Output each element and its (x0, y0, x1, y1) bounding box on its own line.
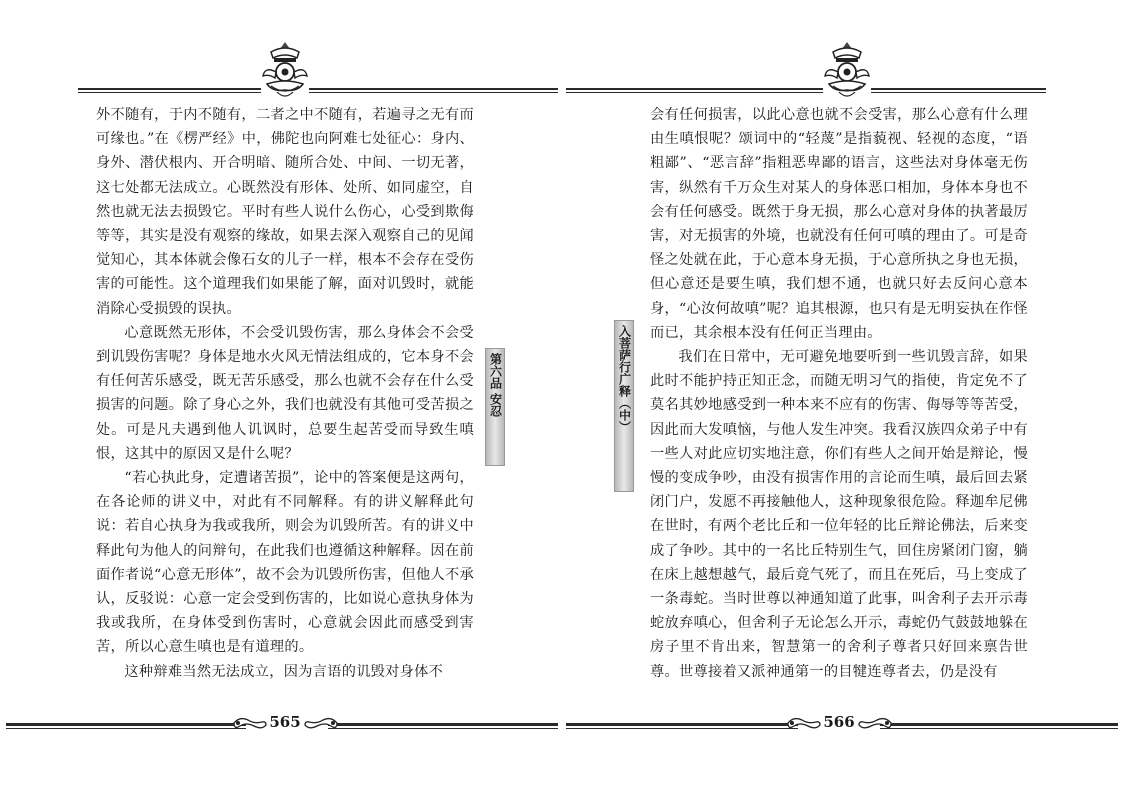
scroll-ornament-icon (232, 714, 268, 732)
left-page (0, 0, 561, 794)
chapter-side-tab-label: 第六品 安忍 (488, 353, 503, 418)
header-rule (78, 88, 558, 95)
page-number: 565 (269, 713, 301, 731)
header-rule (566, 88, 1046, 95)
chapter-side-tab (485, 348, 505, 466)
lotus-ornament-icon (257, 40, 313, 102)
page-number: 566 (823, 713, 855, 731)
book-title-side-tab-label: 入菩萨行广释（中） (617, 325, 632, 433)
scroll-ornament-icon (786, 714, 822, 732)
scroll-ornament-icon (303, 714, 339, 732)
lotus-ornament-icon (819, 40, 875, 102)
right-page-body (650, 103, 1028, 684)
left-page-body (96, 103, 474, 684)
right-page (562, 0, 1123, 794)
paragraph: 这种辩难当然无法成立，因为言语的讥毁对身体不 (124, 663, 444, 680)
book-title-side-tab (614, 320, 634, 492)
paragraph: “若心执此身，定遭诸苦损”，论中的答案便是这两句，在各论师的讲义中，对此有不同解释。有的讲义解释此句说：若自心执身为我或我所，则会为讥毁所苦。有的讲义中释此句为他人的问辩句，在此我们也遵循这种解释。因在前面作者说“心意无形体”，故不会为讥毁所伤害，但他人不承认，反驳说：心意一定会受到伤害的，比如说心意执身体为我或我所，在身体受到伤害时，心意就会因此而感受到害苦，所以心意生嗔也是有道理的。 (96, 470, 474, 656)
paragraph: 心意既然无形体，不会受讥毁伤害，那么身体会不会受到讥毁伤害呢？身体是地水火风无情法组成的，它本身不会有任何苦乐感受，既无苦乐感受，那么也就不会存在什么受损害的问题。除了身心之外，我们也就没有其他可受苦损之处。可是凡夫遇到他人讥讽时，总要生起苦受而导致生嗔恨，这其中的原因又是什么呢？ (96, 324, 474, 462)
paragraph: 外不随有，于内不随有，二者之中不随有，若遍寻之无有而可缘也。”在《楞严经》中，佛陀也向阿难七处征心：身内、身外、潜伏根内、开合明暗、随所合处、中间、一切无著，这七处都无法成立。心既然没有形体、处所、如同虚空，自然也就无法去损毁它。平时有些人说什么伤心，心受到欺侮等等，其实是没有观察的缘故，如果去深入观察自己的见闻觉知心，其本体就会像石女的儿子一样，根本不会存在受伤害的可能性。这个道理我们如果能了解，面对讥毁时，就能消除心受损毁的误执。 (96, 107, 474, 317)
paragraph: 会有任何损害，以此心意也就不会受害，那么心意有什么理由生嗔恨呢？颂词中的“轻蔑”是指藐视、轻视的态度，“语粗鄙”、“恶言辞”指粗恶卑鄙的语言，这些法对身体毫无伤害，纵然有千万众生对某人的身体恶口相加，身体本身也不会有任何感受。既然于身无损，那么心意对身体的执著最厉害，对无损害的外境，也就没有任何可嗔的理由了。可是奇怪之处就在此，于心意本身无损，于心意所执之身也无损，但心意还是要生嗔，我们想不通，也就只好去反问心意本身，“心汝何故嗔”呢？追其根源，也只有是无明妄执在作怪而已，其余根本没有任何正当理由。 (650, 107, 1028, 341)
paragraph: 我们在日常中，无可避免地要听到一些讥毁言辞，如果此时不能护持正知正念，而随无明习气的指使，肯定免不了莫名其妙地感受到一种本来不应有的伤害、侮辱等等苦受，因此而大发嗔恼，与他人发生冲突。我看汉族四众弟子中有一些人对此应切实地注意，你们有些人之间开始是辩论，慢慢的变成争吵，由没有损害作用的言论而生嗔，最后回去紧闭门户，发愿不再接触他人，这种现象很危险。释迦牟尼佛在世时，有两个老比丘和一位年轻的比丘辩论佛法，后来变成了争吵。其中的一名比丘特别生气，回住房紧闭门窗，躺在床上越想越气，最后竟气死了，而且在死后，马上变成了一条毒蛇。当时世尊以神通知道了此事，叫舍利子去开示毒蛇放弃嗔心，但舍利子无论怎么开示，毒蛇仍气鼓鼓地躲在房子里不肯出来，智慧第一的舍利子尊者只好回来禀告世尊。世尊接着又派神通第一的目犍连尊者去，仍是没有 (650, 349, 1028, 680)
scroll-ornament-icon (857, 714, 893, 732)
